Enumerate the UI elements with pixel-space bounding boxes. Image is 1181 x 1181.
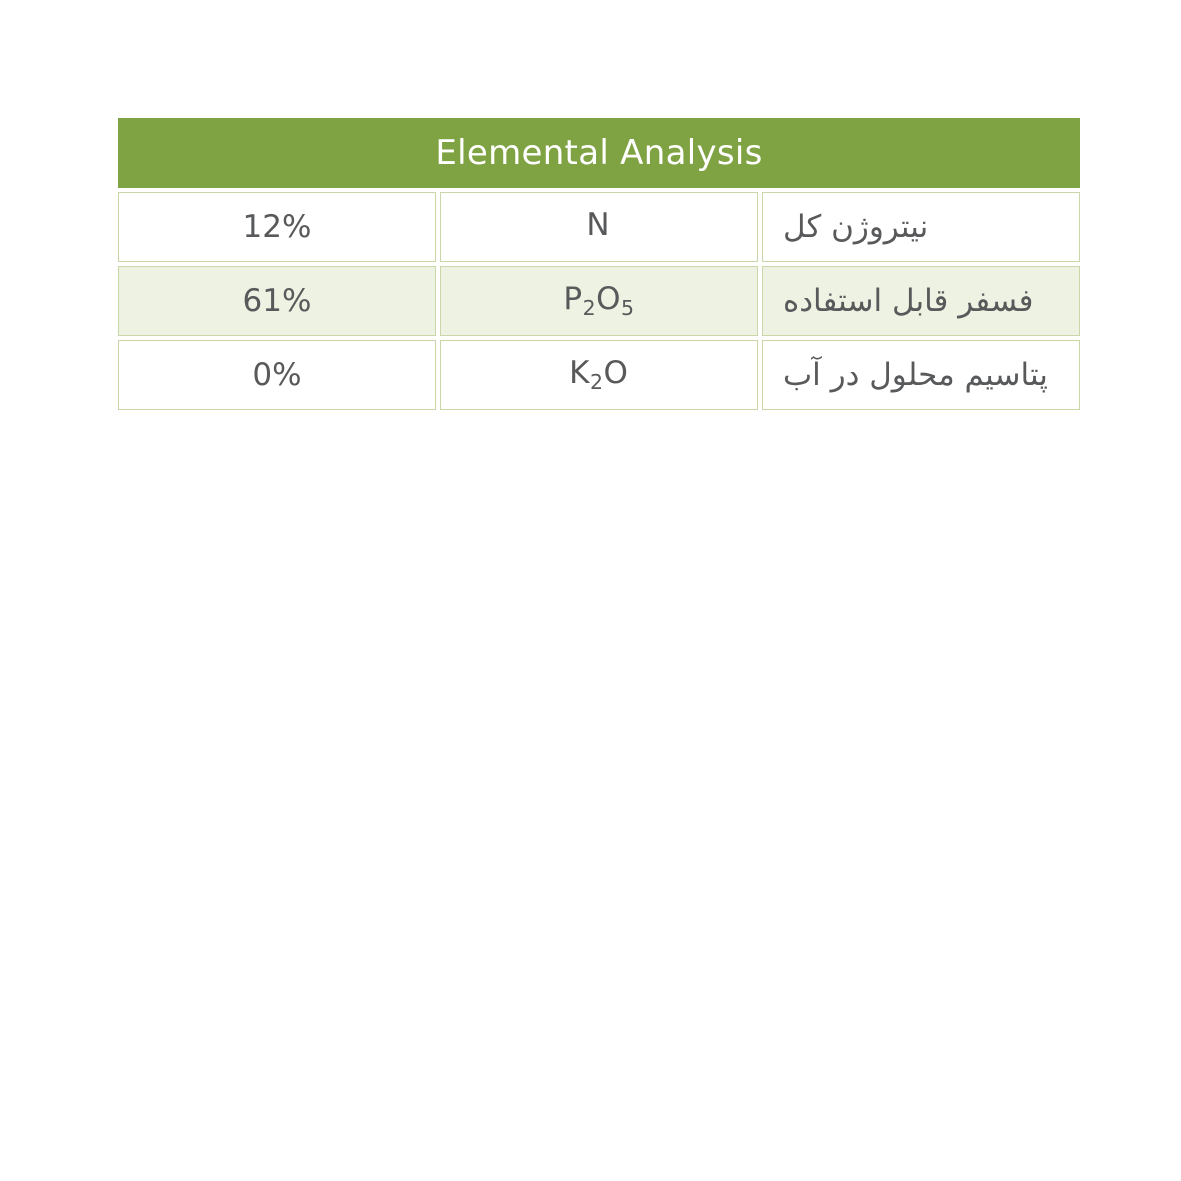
row-value-potassium: 0%: [118, 340, 436, 410]
row-label-potassium: پتاسیم محلول در آب: [762, 340, 1080, 410]
table-header: [118, 118, 1080, 188]
row-value-phosphorus: 61%: [118, 266, 436, 336]
row-symbol-potassium: [440, 340, 758, 410]
symbol-sub2: 5: [621, 296, 635, 321]
table-body: [118, 192, 1080, 410]
symbol-sub1: 2: [582, 296, 596, 321]
symbol-mid: O: [596, 281, 621, 318]
table-title: Elemental Analysis: [118, 118, 1080, 188]
elemental-analysis-table: [114, 114, 1084, 414]
symbol-main: P: [563, 281, 583, 318]
symbol-main: N: [586, 207, 610, 244]
row-symbol-nitrogen: [440, 192, 758, 262]
symbol-main: K: [569, 355, 590, 392]
row-label-phosphorus: فسفر قابل استفاده: [762, 266, 1080, 336]
table-row: [118, 266, 1080, 336]
table-header-row: [118, 118, 1080, 188]
elemental-analysis-table-wrapper: [114, 114, 1084, 414]
symbol-sub1: 2: [589, 370, 603, 395]
table-row: [118, 192, 1080, 262]
row-label-nitrogen: نیتروژن کل: [762, 192, 1080, 262]
row-value-nitrogen: 12%: [118, 192, 436, 262]
symbol-sub2: [611, 222, 612, 246]
row-symbol-phosphorus: [440, 266, 758, 336]
symbol-mid: O: [603, 355, 628, 392]
table-row: [118, 340, 1080, 410]
symbol-sub2: [628, 370, 629, 394]
